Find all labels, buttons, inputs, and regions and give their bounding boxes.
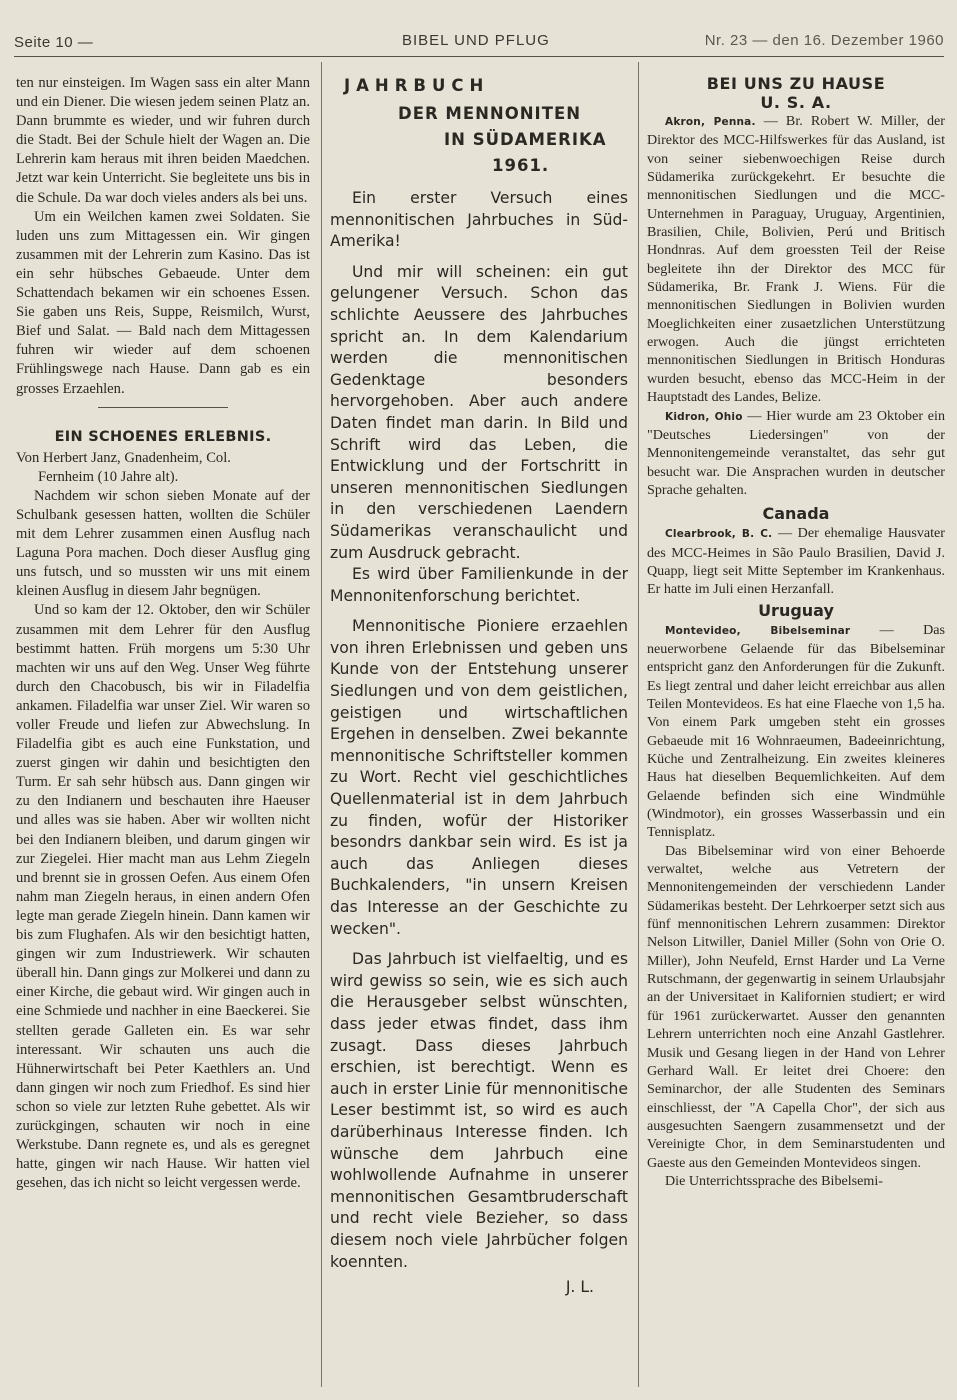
news-paragraph: Die Unterrichtssprache des Bibelsemi- — [665, 1172, 883, 1189]
title-line: JAHRBUCH — [344, 76, 490, 95]
country-heading: Uruguay — [758, 600, 834, 620]
news-location: Kidron, Ohio — [665, 410, 743, 423]
section-title: BEI UNS ZU HAUSE — [706, 74, 886, 93]
masthead: BIBEL UND PFLUG — [402, 32, 550, 49]
byline-continued: Fernheim (10 Jahre alt). — [38, 468, 179, 485]
article-title: EIN SCHOENES ERLEBNIS. — [54, 428, 272, 445]
title-line: 1961. — [492, 156, 550, 175]
article-paragraph: Das Jahrbuch ist vielfaeltig, und es wird gewiss so sein, wie es sich auch die Herausgeber selbst wünschten, dass jeder etwas findet, dass ihm zusagt. Dass dieses Jahrbuch erschien, ist berechtigt. Wenn es auch in erster Linie für mennonitische Leser bestimmt ist, so wird es auch darüberhinaus Interesse finden. Ich wünsche dem Jahrbuch eine wohlwollende Aufnahme in unserer mennonitischen Gesamtbruderschaft und recht viele Bezieher, so dass diesem noch viele Jahrbücher folgen koennten. — [330, 950, 628, 1271]
article-paragraph: Nachdem wir schon sieben Monate auf der Schulbank gesessen hatten, wollten die Schüler mit dem Lehrer zusammen einen Ausflug nach Laguna Pora machen. Doch dieser Ausflug ging uns futsch, und so mussten wir uns mit einem kleinen Ausflug in diesem Jahr begnügen. — [16, 487, 310, 600]
news-text: — Das neuerworbene Gelaende für das Bibelseminar entspricht ganz den Anforderungen für die Zukunft. Es liegt zentral und daher leicht erreichbar aus allen Teilen Montevideos. Es hat eine Flaeche von 1,5 ha. Von einem Park umgeben steht ein grosses Gebaeude mit 16 Wohnraeumen, Badeeinrichtung, Küche und Zentralheizung. Ein zweites kleineres Haus hat dieselben Bequemlichkeiten. Auf dem Gelaende befinden sich eine Windmühle (Windmotor), ein grosses Wasserbassin und ein Tennisplatz. — [647, 621, 945, 841]
page-number: Seite 10 — — [14, 34, 94, 51]
byline: Von Herbert Janz, Gnadenheim, Col. — [16, 449, 231, 466]
title-line: DER MENNONITEN — [398, 104, 582, 123]
section-subtitle: U. S. A. — [760, 93, 832, 112]
news-item — [647, 524, 945, 598]
article-paragraph: Und mir will scheinen: ein gut gelungener Versuch. Schon das schlichte Aeussere des Jahrbuches spricht an. In dem Kalendarium werden die mennonitischen Gedenktage besonders hervorgehoben. Aber auch andere Daten findet man darin. In Bild und Schrift wird das Leben, die Entwicklung und der Fortschritt in unseren mennonitischen Siedlungen in den verschiedenen Laendern Südamerikas veranschaulicht und zum Ausdruck gebracht. — [330, 262, 628, 562]
issue-date: Nr. 23 — den 16. Dezember 1960 — [704, 32, 944, 49]
news-location: Akron, Penna. — [665, 116, 756, 128]
article-paragraph: Und so kam der 12. Oktober, den wir Schüler zusammen mit dem Lehrer für den Ausflug bestimmt hatten. Früh morgens um 5:30 Uhr machten wir uns auf den Weg. Unser Weg führte durch den Chacobusch, bis wir in Filadelfia ankamen. Filadelfia war unser Ziel. Wir waren so voller Freude und liefen zur Abwechslung. In Filadelfia gibt es auch eine Funkstation, und zuerst gingen wir dahin und besichtigten den Turm. Er sah sehr hübsch aus. Dann gingen wir zu den Indianern und beschauten ihre Haeuser und alles was sie haben. Aber wir wollten nicht bei den Indianern bleiben, und darum gingen wir zur Ziegelei. Hier macht man aus Lehm Ziegeln und brennt sie in grossen Oefen. Aus einem Ofen nahm man Ziegeln heraus, in einen andern Ofen legte man gerade Ziegeln hinein. Dann kamen wir bis zum Flughafen. Als wir den besichtigt hatten, gingen wir zum Industriewerk. Wir schauten überall hin. Dann gings zur Molkerei und dann zu einer Kirche, die gebaut wird. Wir gingen auch in eine Schmiede und nachher in eine Baeckerei. Sie stellten gerade Galleten ein. Es war sehr interessant. Wir schauten uns auch die Hühnerwirtschaft bei Peter Kaethlers an. Und dann gingen wir noch zum Friedhof. Es sind hier schon so viele zur letzten Ruhe gebettet. Als wir zurückgingen, schauten wir noch in eine Werkstube. Dann regnete es, und als es geregnet hatte, gingen wir nach Hause. Wir hatten viel gesehen, das ich nicht so leicht vergessen werde. — [16, 602, 310, 1192]
column-divider-right — [638, 62, 639, 1387]
country-heading: Canada — [762, 504, 830, 524]
column-left — [16, 74, 310, 1193]
story-paragraph: ten nur einsteigen. Im Wagen sass ein alter Mann und ein Diener. Die wiesen jedem seinen Platz an. Dann brummte es wieder, und wir fuhren durch die Stadt. Bei der Schule hielt der Wagen an. Die Lehrerin kam heraus mit ihren beiden Maedchen. Jetzt war kein Unterricht. Sie begleitete uns bis in die Schule. Da war doch vieles anders als bei uns. — [16, 75, 310, 206]
article-paragraph: Es wird über Familienkunde in der Mennonitenforschung berichtet. — [330, 565, 628, 605]
news-item — [647, 621, 945, 842]
news-text: — Hier wurde am 23 Oktober ein "Deutsches Liedersingen" von der Mennonitengemeinde veranstaltet, das sehr gut besucht war. Die Ansprachen wurden in deutscher Sprache gehalten. — [647, 407, 945, 498]
news-item — [647, 112, 945, 407]
column-center — [330, 74, 628, 1299]
page-header — [14, 32, 944, 56]
story-paragraph: Um ein Weilchen kamen zwei Soldaten. Sie luden uns zum Mittagessen ein. Wir gingen zusammen mit der Lehrerin zum Kasino. Das ist ein sehr hübsches Gebaeude. Unter dem Schattendach bekamen wir ein schoenes Essen. Sie gaben uns Reis, Suppe, Reismilch, Wurst, Bief und Salat. — Bald nach dem Mittagessen fuhren wir wieder auf dem schoenen Frühlingswege nach Hause. Dann gab es ein grosses Erzaehlen. — [16, 208, 310, 397]
title-line: IN SÜDAMERIKA — [444, 130, 607, 149]
news-location: Montevideo, Bibelseminar — [665, 624, 851, 637]
news-text: — Der ehemalige Hausvater des MCC-Heimes in São Paulo Brasilien, David J. Quapp, liegt seit Mitte September im Krankenhaus. Er hatte im Juli einen Herzanfall. — [647, 525, 945, 598]
column-divider-left — [321, 62, 322, 1387]
article-paragraph: Ein erster Versuch eines mennonitischen Jahrbuches in Süd-Amerika! — [330, 189, 628, 251]
news-location: Clearbrook, B. C. — [665, 528, 773, 541]
column-right — [647, 74, 945, 1190]
article-separator — [98, 407, 228, 408]
signature: J. L. — [565, 1278, 594, 1297]
article-paragraph: Mennonitische Pioniere erzaehlen von ihren Erlebnissen und geben uns Kunde von der Entstehung unserer Siedlungen und von dem geistlichen, geistigen und wirtschaftlichen Ergehen in denselben. Zwei bekannte mennonitische Schriftsteller kommen zu Wort. Recht viel geschichtliches Quellenmaterial ist in dem Jahrbuch zu finden, wofür der Historiker besondrs dankbar sein wird. Es ist ja auch das Anliegen dieses Buchkalenders, "in unsern Kreisen das Interesse an der Geschichte zu wecken". — [330, 617, 628, 938]
news-paragraph: Das Bibelseminar wird von einer Behoerde verwaltet, welche aus Vetretern der Mennonitengemeinden der verschiedenn Lander Südamerikas besteht. Der Lehrkoerper setzt sich aus fünf mennonitischen Lehrern zusammen: Direktor Nelson Litwiller, Daniel Miller (Sohn von Orie O. Miller), John Neufeld, Ernst Harder und La Verne Rutschmann, der gegenwartig in seinem Urlaubsjahr an der Universitaet in Kalifornien studiert; er wird für 1961 zurückerwartet. Ausser den genannten Lehrern unterrichten noch eine Anzahl Gastlehrer. Musik und Gesang liegen in der Hand von Lehrer Gerhard Wall. Er leitet drei Choere: den Seminarchor, der alle Studenten des Seminars einschliesst, der "A Capella Chor", der sich aus ausgesuchten Saengern zusammensetzt und der Vereinigte Chor, in dem Seminarstudenten und Gaeste aus den Gemeinden Montevideos singen. — [647, 842, 945, 1171]
news-item — [647, 407, 945, 500]
article-title-block — [330, 74, 628, 178]
header-rule — [14, 56, 944, 57]
news-text: — Br. Robert W. Miller, der Direktor des MCC-Hilfswerkes für das Ausland, ist von seiner siebenwoechigen Reise durch Südamerika zurückgekehrt. Er besuchte die mennonitischen Siedlungen und die MCC-Unternehmen in Paraguay, Uruguay, Argentinien, Brasilien, Chile, Bolivien, Perú und Britisch Hondnras. Auf dem groessten Teil der Reise begleitete ihn der Direktor des MCC für Südamerika, Br. Frank J. Wiens. Für die mennonitischen Siedlungen in Bolivien wurden Moeglichkeiten einer zusaetzlichen Unterstützung erwogen. Auch die jüngst errichteten mennonitischen Siedlungen in Britisch Honduras wurden besucht, ebenso das MCC-Heim in der Hauptstadt des Landes, Belize. — [647, 113, 945, 406]
